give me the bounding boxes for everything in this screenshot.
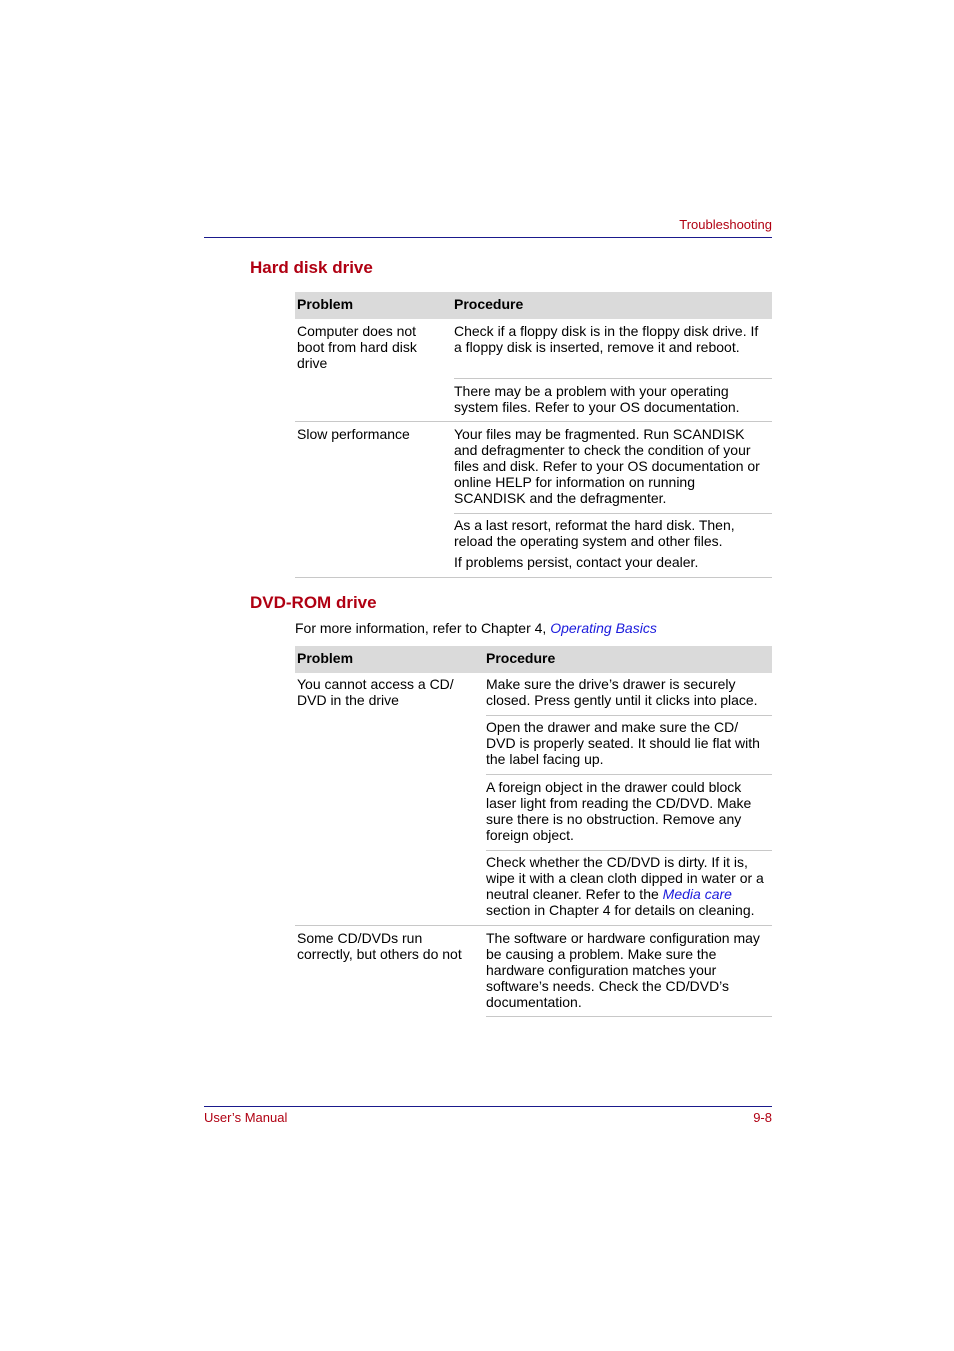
- header-procedure: Procedure: [486, 650, 556, 666]
- procedure-cell: A foreign object in the drawer could block laser light from reading the CD/DVD. Make sure there is no obstruction. Remove any foreign object.: [486, 779, 752, 843]
- row-divider: [486, 850, 772, 851]
- procedure-cell: There may be a problem with your operating system files. Refer to your OS documentation.: [454, 383, 740, 415]
- running-header: Troubleshooting: [679, 217, 772, 232]
- header-procedure: Procedure: [454, 296, 524, 312]
- problem-cell: You cannot access a CD/ DVD in the drive: [297, 676, 454, 708]
- problem-cell: Some CD/DVDs run correctly, but others do not: [297, 930, 462, 962]
- row-divider: [454, 513, 772, 514]
- procedure-cell: [486, 854, 770, 918]
- dvd-rom-table: [295, 646, 772, 1018]
- table-header: [295, 292, 772, 319]
- procedure-cell: Make sure the drive’s drawer is securely closed. Press gently until it clicks into place.: [486, 676, 758, 708]
- procedure-cell: If problems persist, contact your dealer.: [454, 554, 699, 570]
- hard-disk-table: [295, 292, 772, 578]
- row-divider: [295, 925, 772, 926]
- header-rule: [204, 237, 772, 238]
- procedure-cell: As a last resort, reformat the hard disk. Then, reload the operating system and other files.: [454, 517, 735, 549]
- problem-cell: Slow performance: [297, 426, 410, 442]
- row-divider: [486, 715, 772, 716]
- reference-note-text: For more information, refer to Chapter 4,: [295, 620, 551, 636]
- row-divider: [486, 774, 772, 775]
- problem-cell: Computer does not boot from hard disk drive: [297, 323, 417, 371]
- media-care-link[interactable]: Media care: [662, 886, 732, 902]
- header-problem: Problem: [297, 650, 354, 666]
- footer-rule: [204, 1106, 772, 1107]
- row-divider: [454, 378, 772, 379]
- procedure-cell: Open the drawer and make sure the CD/ DVD is properly seated. It should lie flat with the label facing up.: [486, 719, 760, 767]
- table-header: [295, 646, 772, 673]
- row-divider: [295, 421, 772, 422]
- procedure-text: section in Chapter 4 for details on cleaning.: [486, 902, 755, 918]
- header-problem: Problem: [297, 296, 354, 312]
- page-number: 9-8: [753, 1110, 772, 1125]
- section-title-hard-disk: Hard disk drive: [250, 258, 373, 277]
- section-title-dvd-rom: DVD-ROM drive: [250, 593, 377, 612]
- procedure-cell: The software or hardware configuration may be causing a problem. Make sure the hardware configuration matches your software’s needs. Check the CD/DVD’s documentation.: [486, 930, 760, 1010]
- reference-note: [295, 620, 657, 636]
- operating-basics-link[interactable]: Operating Basics: [550, 620, 657, 636]
- footer-title: User’s Manual: [204, 1110, 288, 1125]
- procedure-text: Check whether the CD/DVD is dirty. If it is, wipe it with a clean cloth dipped in water or a neutral cleaner. Refer to the: [486, 854, 764, 902]
- procedure-cell: Your files may be fragmented. Run SCANDISK and defragmenter to check the condition of your files and disk. Refer to your OS documentation or online HELP for information on running SCANDISK and the defragmenter.: [454, 426, 760, 506]
- row-divider: [486, 1016, 772, 1017]
- row-divider: [295, 577, 772, 578]
- procedure-cell: Check if a floppy disk is in the floppy disk drive. If a floppy disk is inserted, remove it and reboot.: [454, 323, 759, 355]
